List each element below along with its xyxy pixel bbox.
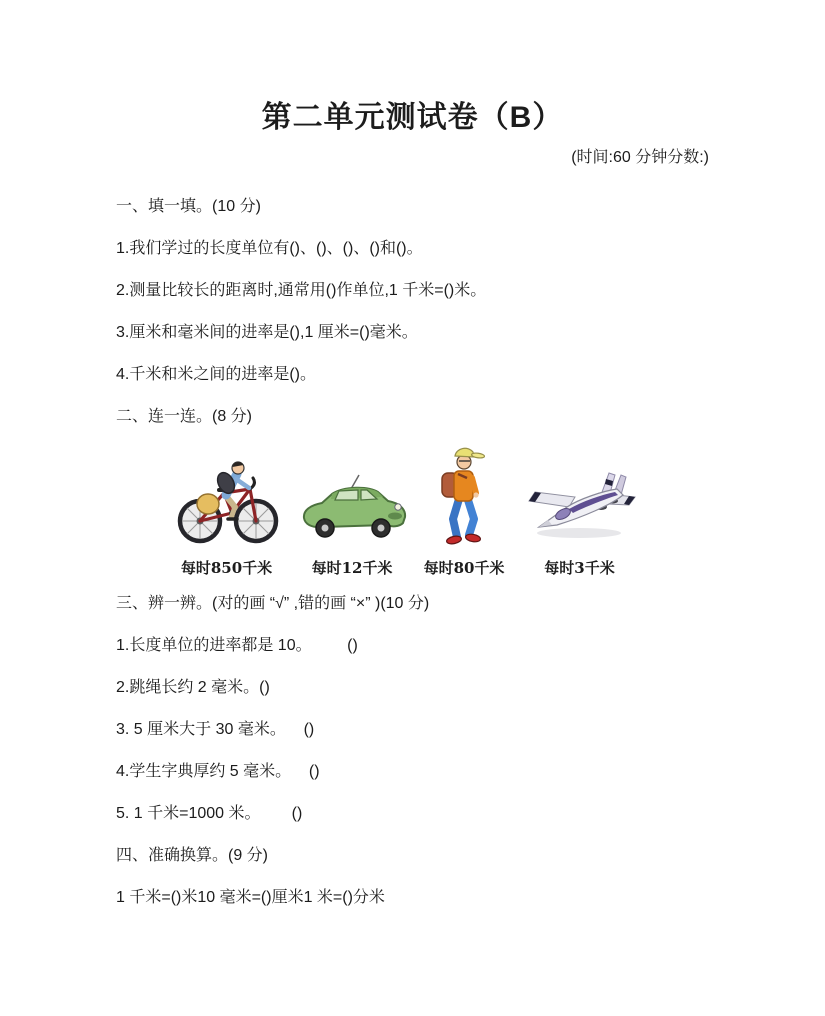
question-3-5: 5. 1 千米=1000 米。 (): [116, 805, 303, 822]
section-matching: [116, 407, 709, 578]
caption-walker: 每时80千米: [423, 559, 505, 577]
caption-car: 每时12千米: [311, 559, 393, 577]
question-1-2: 2.测量比较长的距离时,通常用()作单位,1 千米=()米。: [116, 282, 487, 299]
question-4-1: 1 千米=()米10 毫米=()厘米1 米=()分米: [116, 889, 385, 906]
question-3-2: 2.跳绳长约 2 毫米。(): [116, 679, 270, 696]
section-fill-in: [116, 197, 709, 384]
pedestrian-icon: [428, 443, 500, 545]
question-1-3: 3.厘米和毫米间的进率是(),1 厘米=()毫米。: [116, 324, 418, 341]
question-3-4: 4.学生字典厚约 5 毫米。 (): [116, 763, 320, 780]
exam-time-score: (时间:60 分钟分数:): [571, 149, 709, 166]
question-3-3: 3. 5 厘米大于 30 毫米。 (): [116, 721, 315, 738]
figure-green-car: [293, 449, 411, 578]
page-title: 第二单元测试卷（B）: [261, 101, 564, 134]
question-1-4: 4.千米和米之间的进率是()。: [116, 366, 317, 383]
section-3-heading: 三、辨一辨。(对的画 “√” ,错的画 “×” )(10 分): [116, 595, 430, 612]
figure-bicycle-rider: [174, 449, 279, 578]
match-figure-row: [174, 449, 709, 578]
section-true-false: [116, 594, 709, 823]
caption-bicycle: 每时850千米: [180, 559, 273, 577]
walking-boy-image: [428, 449, 500, 545]
caption-jet: 每时3千米: [544, 559, 615, 577]
figure-fighter-jet: [517, 449, 642, 578]
question-1-1: 1.我们学过的长度单位有()、()、()、()和()。: [116, 240, 423, 257]
section-conversion: [116, 846, 709, 907]
jet-icon: [517, 465, 642, 545]
bicycle-rider-image: [174, 449, 279, 545]
question-3-1: 1.长度单位的进率都是 10。 (): [116, 637, 358, 654]
section-2-heading: 二、连一连。(8 分): [116, 408, 253, 425]
figure-walking-boy: [425, 449, 503, 578]
car-icon: [295, 473, 410, 545]
section-4-heading: 四、准确换算。(9 分): [116, 847, 269, 864]
section-1-heading: 一、填一填。(10 分): [116, 198, 261, 215]
fighter-jet-image: [517, 449, 642, 545]
bicycle-rider-icon: [174, 457, 279, 545]
green-car-image: [295, 449, 410, 545]
